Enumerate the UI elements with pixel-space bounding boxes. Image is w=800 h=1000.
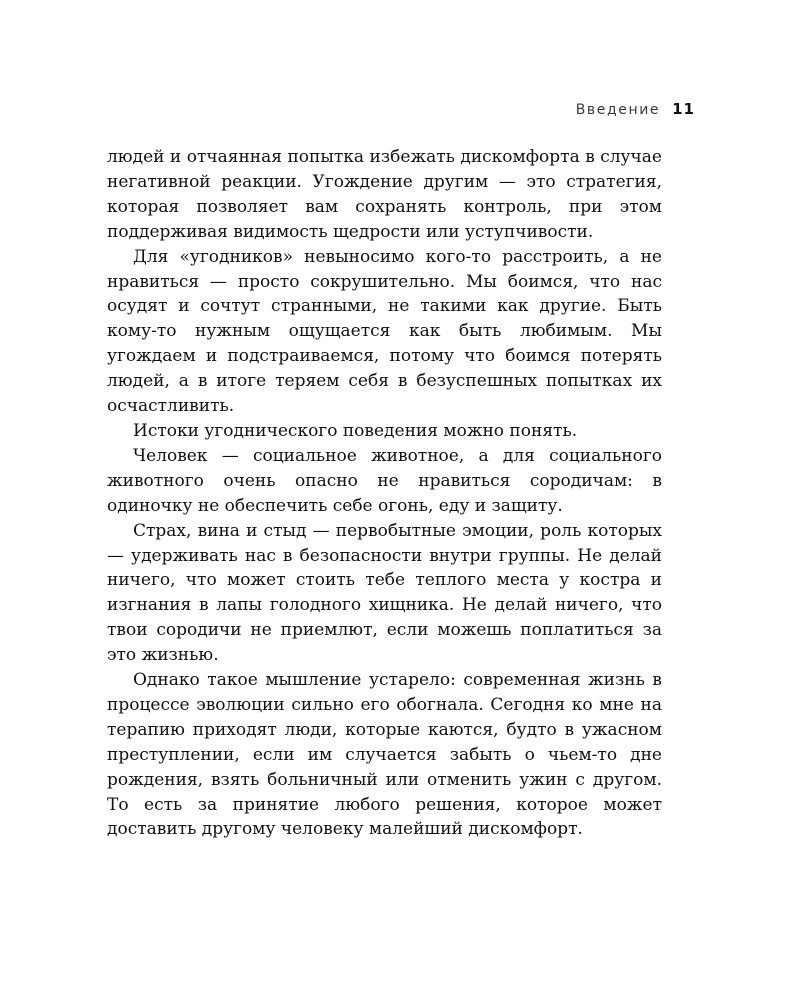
paragraph: Для «угодников» невыносимо кого-то расстроить, а не нравиться — просто сокрушительно. Мы боимся, что нас осудят и сочтут странными, не такими как другие. Быть кому-то нужным ощущается как быть любимым. Мы угождаем и подстраиваемся, потому что боимся потерять людей, а в итоге теряем себя в безуспешных попытках их осчастливить. [107, 246, 662, 417]
running-header [576, 100, 695, 122]
paragraph: Страх, вина и стыд — первобытные эмоции, роль которых — удерживать нас в безопасности внутри группы. Не делай ничего, что может стоить тебе теплого места у костра и изгнания в лапы голодного хищника. Не делай ничего, что твои сородичи не приемлют, если можешь поплатиться за это жизнью. [107, 520, 662, 666]
paragraph: Человек — социальное животное, а для социального животного очень опасно не нравиться сородичам: в одиночку не обеспечить себе огонь, еду и защиту. [107, 445, 662, 516]
paragraph: Истоки угоднического поведения можно понять. [133, 420, 578, 441]
body-text [107, 145, 662, 842]
paragraph: Однако такое мышление устарело: современная жизнь в процессе эволюции сильно его обогнала. Сегодня ко мне на терапию приходят люди, которые каются, будто в ужасном преступлении, если им случается забыть о чьем-то дне рождения, взять больничный или отменить ужин с другом. То есть за принятие любого решения, которое может доставить другому человеку малейший дискомфорт. [107, 670, 662, 840]
page-number: 11 [672, 100, 695, 118]
section-title: Введение [575, 102, 661, 118]
paragraph: людей и отчаянная попытка избежать дискомфорта в случае негативной реакции. Угождение другим — это стратегия, которая позволяет вам сохранять контроль, при этом поддерживая видимость щедрости или уступчивости. [107, 147, 662, 242]
